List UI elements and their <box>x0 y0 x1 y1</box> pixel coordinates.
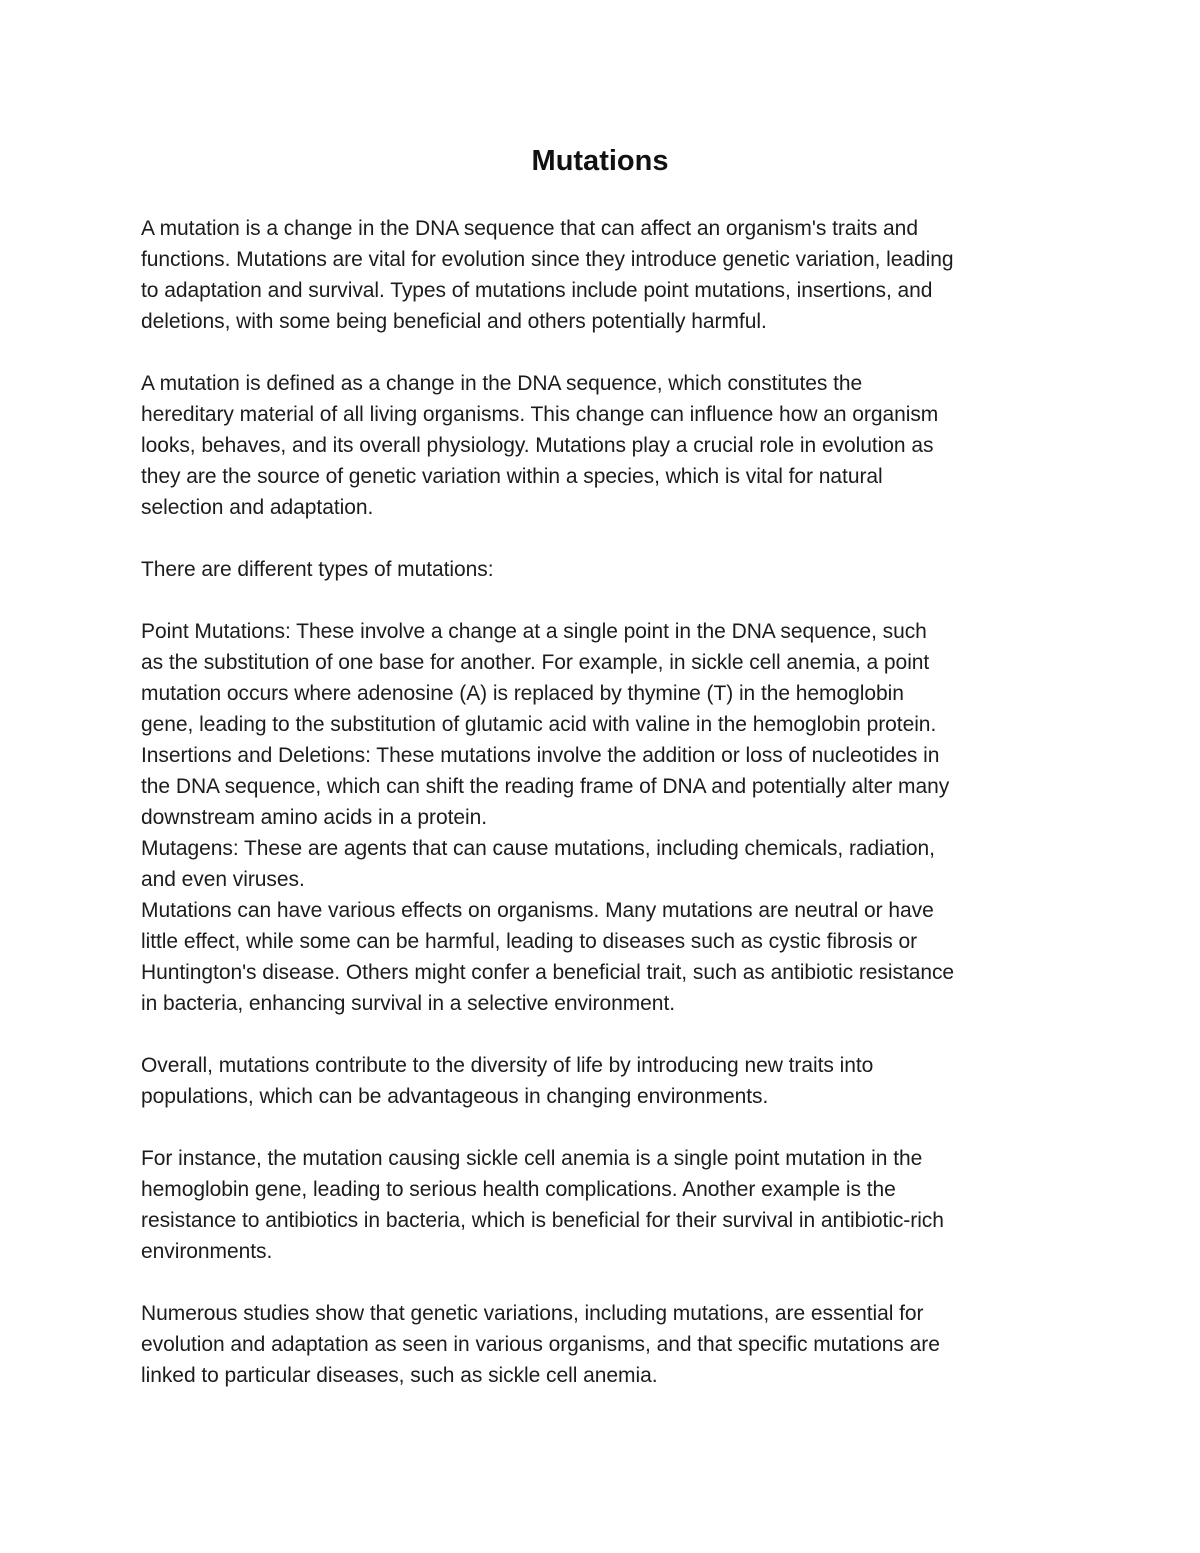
paragraph-spacer <box>141 1019 1081 1050</box>
text-line: in bacteria, enhancing survival in a selective environment. <box>141 992 676 1015</box>
paragraph-spacer <box>141 1267 1081 1298</box>
text-line: Numerous studies show that genetic variations, including mutations, are essential for <box>141 1302 924 1325</box>
paragraph-spacer <box>141 337 1081 368</box>
text-line: little effect, while some can be harmful, leading to diseases such as cystic fibrosis or <box>141 930 918 953</box>
document-body <box>141 213 1081 1391</box>
text-line: deletions, with some being beneficial and others potentially harmful. <box>141 310 767 333</box>
text-line: evolution and adaptation as seen in various organisms, and that specific mutations are <box>141 1333 940 1356</box>
text-line: as the substitution of one base for another. For example, in sickle cell anemia, a point <box>141 651 930 674</box>
text-line: functions. Mutations are vital for evolution since they introduce genetic variation, leading <box>141 248 954 271</box>
text-line: A mutation is a change in the DNA sequence that can affect an organism's traits and <box>141 217 918 240</box>
paragraph-spacer <box>141 585 1081 616</box>
text-line: linked to particular diseases, such as sickle cell anemia. <box>141 1364 658 1387</box>
text-line: A mutation is defined as a change in the DNA sequence, which constitutes the <box>141 372 863 395</box>
text-line: For instance, the mutation causing sickle cell anemia is a single point mutation in the <box>141 1147 923 1170</box>
text-line: looks, behaves, and its overall physiology. Mutations play a crucial role in evolution as <box>141 434 934 457</box>
text-line: gene, leading to the substitution of glutamic acid with valine in the hemoglobin protein. <box>141 713 937 736</box>
text-line: to adaptation and survival. Types of mutations include point mutations, insertions, and <box>141 279 933 302</box>
text-line: Point Mutations: These involve a change at a single point in the DNA sequence, such <box>141 620 927 643</box>
paragraph-spacer <box>141 523 1081 554</box>
text-line: There are different types of mutations: <box>141 558 494 581</box>
text-line: hereditary material of all living organisms. This change can influence how an organism <box>141 403 939 426</box>
text-line: the DNA sequence, which can shift the reading frame of DNA and potentially alter many <box>141 775 950 798</box>
text-line: environments. <box>141 1240 273 1263</box>
text-line: selection and adaptation. <box>141 496 374 519</box>
text-line: and even viruses. <box>141 868 305 891</box>
text-line: Huntington's disease. Others might confer a beneficial trait, such as antibiotic resistance <box>141 961 955 984</box>
text-line: downstream amino acids in a protein. <box>141 806 488 829</box>
text-line: Mutagens: These are agents that can cause mutations, including chemicals, radiation, <box>141 837 935 860</box>
text-line: Overall, mutations contribute to the diversity of life by introducing new traits into <box>141 1054 874 1077</box>
page-title: Mutations <box>531 145 669 177</box>
paragraph-spacer <box>141 1112 1081 1143</box>
text-line: Insertions and Deletions: These mutations involve the addition or loss of nucleotides in <box>141 744 940 767</box>
text-line: hemoglobin gene, leading to serious health complications. Another example is the <box>141 1178 896 1201</box>
text-line: Mutations can have various effects on organisms. Many mutations are neutral or have <box>141 899 934 922</box>
text-line: mutation occurs where adenosine (A) is replaced by thymine (T) in the hemoglobin <box>141 682 904 705</box>
text-line: populations, which can be advantageous in changing environments. <box>141 1085 769 1108</box>
text-line: resistance to antibiotics in bacteria, which is beneficial for their survival in antibiotic-rich <box>141 1209 944 1232</box>
text-line: they are the source of genetic variation within a species, which is vital for natural <box>141 465 883 488</box>
